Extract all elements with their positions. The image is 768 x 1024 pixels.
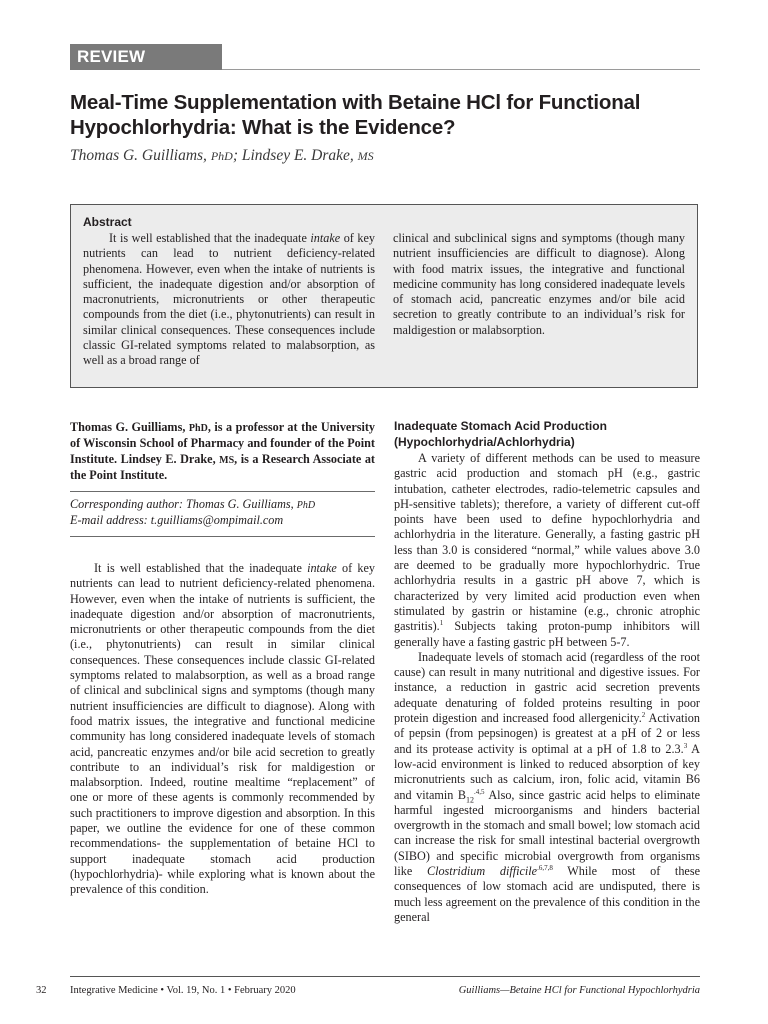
organism-name: Clostridium difficile bbox=[426, 864, 538, 879]
intro-italic-intake: intake bbox=[307, 561, 337, 575]
journal-citation: Integrative Medicine • Vol. 19, No. 1 • February 2020 bbox=[70, 985, 296, 996]
p2-text-a: Inadequate levels of stomach acid (regardless of the root cause) can result in many nutritional and digestive issues. For instance, a reduction in gastric acid secretion prevents adequate denaturing of folded proteins resulting in poor protein digestion and increased food allergenicity. bbox=[394, 649, 700, 726]
ref-4-5: .4,5 bbox=[474, 787, 485, 796]
p1-text-b: Subjects taking proton-pump inhibitors will generally have a fasting gastric pH between 5-7. bbox=[394, 619, 700, 649]
section-paragraph-1 bbox=[394, 451, 700, 650]
bio-author-2: Lindsey E. Drake, bbox=[120, 451, 220, 466]
footer-divider bbox=[70, 976, 700, 977]
ref-2: 2 bbox=[641, 710, 646, 719]
label-divider bbox=[222, 69, 700, 70]
p2-text-e: While most of these consequences of low stomach acid are undisputed, there is much less agreement on the prevalence of this condition in the general bbox=[394, 864, 700, 924]
ref-3: 3 bbox=[683, 741, 688, 750]
correspondence-block bbox=[70, 497, 375, 529]
article-type-label: REVIEW ARTICLE bbox=[70, 44, 222, 70]
bio-credential-1: PhD bbox=[188, 423, 208, 434]
section-heading bbox=[394, 419, 700, 450]
email-address: E-mail address: t.guilliams@ompimail.com bbox=[70, 513, 284, 528]
author-line bbox=[70, 146, 710, 166]
article-title: Meal-Time Supplementation with Betaine HCl for Functional Hypochlorhydria: What is the Evidence? bbox=[70, 91, 641, 139]
p2-text-d: Also, since gastric acid helps to eliminate harmful ingested microorganisms and hinders bacterial overgrowth in the stomach and small bowel; low stomach acid can increase the risk for small intestinal bacterial overgrowth (SIBO) and specific microbial overgrowth from organisms like bbox=[394, 787, 701, 879]
intro-text-b: of key nutrients can lead to nutrient deficiency-related phenomena. However, even when the intake of nutrients is sufficient, the inadequate digestion and/or absorption of macronutrients, micronutrients or other therapeutic compounds from the diet (i.e., phytonutrients) can result in similar clinical consequences. These consequences include classic GI-related symptoms related to malabsorption, as well as a broad range of clinical and subclinical signs and symptoms (though many nutrient insufficiencies are difficult to diagnose). Along with food matrix issues, the integrative and functional medicine community has long considered inadequate levels of stomach acid, pancreatic enzymes and/or bile acid secretion to greatly contribute to an individual’s risk for maldigestion or malabsorption. Indeed, routine mealtime “replacement” of one or more of these agents is commonly recommended by such practitioners to improve digestion and absorption. In this paper, we outline the evidence for one of these common recommendations- the supplementation of betaine HCl to support inadequate stomach acid production (hypochlorhydria)- while exploring what is known about the prevalence of this condition. bbox=[70, 561, 375, 897]
bio-text-2: , is a Research Associate at the Point Institute. bbox=[70, 451, 375, 482]
bio-text-1: , is a professor at the University of Wisconsin School of Pharmacy and founder of the Point Institute. bbox=[70, 420, 376, 466]
abstract-column-2: clinical and subclinical signs and symptoms (though many nutrient insufficiencies are difficult to diagnose). Along with food matrix issues, the integrative and functional medicine community has long considered inadequate levels of stomach acid, pancreatic enzymes and/or bile acid secretion to greatly contribute to an individual’s risk for maldigestion or malabsorption. bbox=[393, 231, 685, 337]
bio-divider-bottom bbox=[70, 536, 375, 537]
p1-text-a: A variety of different methods can be used to measure gastric acid production and stomach pH (e.g., gastric intubation, catheter electrodes, radio-telemetric capsules and pH-sensitive tablets); therefore, a variety of different cut-off points have been used to define hypochlorhydria and achlorhydria in the literature. Generally, a fasting gastric pH less than 3.0 is considered “normal,” while values above 3.0 are deemed to be gradually more hypochlorhydric. True achlorhydria results in a gastric pH above 7, which is characterized by very limited acid production even when stimulated by gastrin or histamine (e.g., chronic atrophic gastritis). bbox=[394, 451, 700, 634]
p2-text-b: Activation of pepsin (from pepsinogen) is greatest at a pH of 2 or less and its protease activity is optimal at a pH of 1.8 to 2.3. bbox=[394, 711, 700, 756]
author-2-name: Lindsey E. Drake, bbox=[241, 147, 358, 164]
ref-1: 1 bbox=[439, 619, 444, 628]
running-head: Guilliams—Betaine HCl for Functional Hypochlorhydria bbox=[458, 985, 700, 996]
author-2-credential: MS bbox=[357, 149, 374, 163]
abstract-column-1: It is well established that the inadequate intake of key nutrients can lead to nutrient deficiency-related phenomena. However, even when the intake of nutrients is sufficient, the inadequate digestion and/or absorption of macronutrients, micronutrients or other therapeutic compounds from the diet (i.e., phytonutrients) can result in similar clinical consequences. These consequences include classic GI-related symptoms related to malabsorption, as well as a broad range of bbox=[83, 231, 375, 368]
intro-text-a: It is well established that the inadequate bbox=[94, 561, 308, 575]
b12-subscript: 12 bbox=[466, 794, 475, 804]
section-column bbox=[394, 451, 700, 925]
author-1-credential: PhD bbox=[210, 149, 233, 163]
corresponding-credential: PhD bbox=[296, 500, 316, 511]
author-separator: ; bbox=[232, 147, 242, 164]
section-heading-line-1: Inadequate Stomach Acid Production bbox=[394, 419, 607, 433]
intro-paragraph bbox=[70, 561, 375, 898]
author-1-name: Thomas G. Guilliams, bbox=[70, 147, 211, 164]
abstract-heading: Abstract bbox=[83, 215, 132, 229]
section-paragraph-2 bbox=[394, 650, 700, 925]
author-bio bbox=[70, 420, 375, 483]
p2-text-c: A low-acid environment is linked to reduced absorption of key micronutrients such as calcium, iron, folic acid, vitamin B6 and vitamin B bbox=[394, 741, 700, 802]
page-number: 32 bbox=[36, 985, 47, 996]
intro-column bbox=[70, 561, 375, 898]
ref-6-8: .6,7,8 bbox=[537, 863, 553, 872]
abstract-box bbox=[70, 204, 698, 388]
section-heading-line-2: (Hypochlorhydria/Achlorhydria) bbox=[394, 434, 575, 449]
bio-divider-top bbox=[70, 491, 375, 492]
corresponding-author: Corresponding author: Thomas G. Guilliams, bbox=[70, 497, 297, 511]
bio-author-1: Thomas G. Guilliams, bbox=[70, 420, 189, 434]
bio-credential-2: MS bbox=[219, 454, 235, 466]
